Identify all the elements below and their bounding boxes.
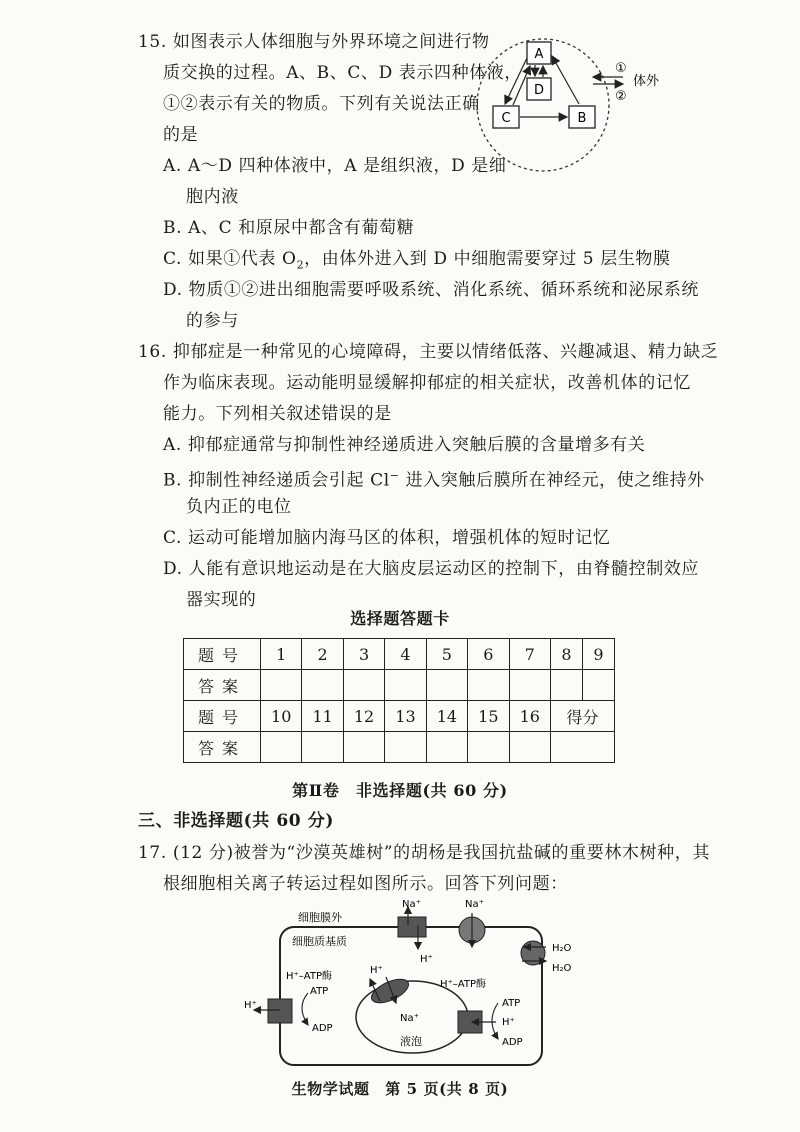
answer-cell-2[interactable] — [302, 670, 343, 701]
answer-card-table — [183, 638, 615, 763]
score-cell[interactable] — [550, 732, 614, 763]
q16-option-a: A. 抑郁症通常与抑制性神经递质进入突触后膜的含量增多有关 — [163, 435, 646, 455]
answer-cell-4[interactable] — [385, 670, 426, 701]
q17-stem-line-2: 根细胞相关离子转运过程如图所示。回答下列问题： — [163, 874, 568, 894]
cell-number: 1 — [261, 639, 302, 670]
label-h2o-1: H₂O — [552, 943, 572, 954]
label-a: A — [534, 47, 544, 62]
label-answer: 答案 — [184, 670, 261, 701]
q15-stem-line-3: ①②表示有关的物质。下列有关说法正确 — [163, 94, 480, 114]
q16-option-d-cont: 器实现的 — [186, 590, 257, 610]
q15-option-d-cont: 的参与 — [186, 311, 239, 331]
q15-stem-line-4: 的是 — [163, 125, 199, 145]
cell-number: 16 — [509, 701, 550, 732]
label-c: C — [501, 111, 511, 126]
cell-number: 12 — [343, 701, 384, 732]
label-question-number: 题号 — [184, 639, 261, 670]
answer-cell-5[interactable] — [426, 670, 467, 701]
q15-stem-line-1: 15. 如图表示人体细胞与外界环境之间进行物 — [138, 32, 490, 52]
vacuole-na-antiporter — [368, 974, 412, 1007]
label-substance-2: ② — [615, 89, 627, 104]
cell-number: 6 — [468, 639, 509, 670]
answer-cell-6[interactable] — [468, 670, 509, 701]
label-question-number: 题号 — [184, 701, 261, 732]
label-b: B — [577, 111, 587, 126]
page-footer: 生物学试题 第 5 页(共 8 页) — [291, 1080, 509, 1098]
answer-cell-13[interactable] — [385, 732, 426, 763]
table-row — [184, 670, 615, 701]
label-h-left: H⁺ — [244, 1000, 257, 1011]
cell-number: 7 — [509, 639, 550, 670]
q16-stem-line-2: 作为临床表现。运动能明显缓解抑郁症的相关症状，改善机体的记忆 — [163, 373, 691, 393]
cell-number: 14 — [426, 701, 467, 732]
label-adp-vacuole: ADP — [502, 1037, 523, 1048]
label-outside-membrane: 细胞膜外 — [298, 911, 342, 924]
label-d: D — [533, 83, 545, 98]
q16-option-b: B. 抑制性神经递质会引起 Cl− 进入突触后膜所在神经元，使之维持外 — [163, 469, 705, 491]
label-answer: 答案 — [184, 732, 261, 763]
score-label: 得分 — [550, 701, 614, 732]
cell-number: 11 — [302, 701, 343, 732]
q15-option-c: C. 如果①代表 $O_2$，由体外进入到 D 中细胞需要穿过 5 层生物膜 — [163, 249, 671, 272]
cell-number: 5 — [426, 639, 467, 670]
answer-cell-7[interactable] — [509, 670, 550, 701]
cell-number: 3 — [343, 639, 384, 670]
label-outside: 体外 — [633, 74, 660, 89]
q15-option-b: B. A、C 和原尿中都含有葡萄糖 — [163, 218, 415, 238]
label-h-atpase-vacuole: H⁺–ATP酶 — [440, 979, 487, 990]
answer-cell-10[interactable] — [261, 732, 302, 763]
answer-cell-12[interactable] — [343, 732, 384, 763]
label-h2o-2: H₂O — [552, 963, 572, 974]
h-atpase-membrane — [268, 999, 292, 1023]
q16-stem-line-1: 16. 抑郁症是一种常见的心境障碍，主要以情绪低落、兴趣减退、精力缺乏 — [138, 342, 719, 362]
answer-cell-15[interactable] — [468, 732, 509, 763]
cell-number: 10 — [261, 701, 302, 732]
answer-cell-8[interactable] — [550, 670, 582, 701]
q15-option-a: A. A～D 四种体液中，A 是组织液，D 是细 — [163, 156, 507, 176]
answer-cell-3[interactable] — [343, 670, 384, 701]
label-atp-left: ATP — [310, 986, 329, 997]
q15-option-a-cont: 胞内液 — [186, 187, 239, 207]
label-cytoplasm: 细胞质基质 — [292, 935, 347, 948]
q16-stem-line-3: 能力。下列相关叙述错误的是 — [163, 404, 392, 424]
label-na-vacuole: Na⁺ — [400, 1013, 419, 1024]
label-h-vacuole: H⁺ — [370, 965, 383, 976]
label-substance-1: ① — [615, 61, 627, 76]
label-h-top: H⁺ — [420, 954, 433, 965]
table-row — [184, 639, 615, 670]
label-na-channel: Na⁺ — [465, 899, 484, 910]
q16-option-b-cont: 负内正的电位 — [186, 497, 292, 517]
cell-number: 4 — [385, 639, 426, 670]
label-h-atpase-left: H⁺–ATP酶 — [286, 971, 333, 982]
q16-option-d: D. 人能有意识地运动是在大脑皮层运动区的控制下，由脊髓控制效应 — [163, 559, 700, 579]
label-h-vacuole-right: H⁺ — [502, 1017, 515, 1028]
q17-stem-line-1: 17. (12 分)被誉为“沙漠英雄树”的胡杨是我国抗盐碱的重要林木树种，其 — [138, 843, 710, 863]
answer-cell-1[interactable] — [261, 670, 302, 701]
cell-number: 15 — [468, 701, 509, 732]
cell-number: 8 — [550, 639, 582, 670]
answer-cell-16[interactable] — [509, 732, 550, 763]
answer-cell-9[interactable] — [582, 670, 614, 701]
cell-number: 9 — [582, 639, 614, 670]
answer-card-title: 选择题答题卡 — [350, 609, 450, 628]
table-row — [184, 732, 615, 763]
na-antiporter-top — [398, 917, 426, 937]
body-fluid-diagram — [475, 28, 675, 183]
ion-transport-diagram — [240, 895, 590, 1070]
label-na-top: Na⁺ — [402, 899, 421, 910]
cell-number: 13 — [385, 701, 426, 732]
cell-number: 2 — [302, 639, 343, 670]
answer-cell-11[interactable] — [302, 732, 343, 763]
q16-option-c: C. 运动可能增加脑内海马区的体积，增强机体的短时记忆 — [163, 528, 611, 548]
part2-title: 第Ⅱ卷 非选择题(共 60 分) — [292, 781, 508, 800]
table-row — [184, 701, 615, 732]
label-atp-vacuole: ATP — [502, 998, 521, 1009]
q15-stem-line-2: 质交换的过程。A、B、C、D 表示四种体液， — [163, 63, 523, 83]
label-vacuole: 液泡 — [400, 1035, 422, 1048]
q15-option-d: D. 物质①②进出细胞需要呼吸系统、消化系统、循环系统和泌尿系统 — [163, 280, 700, 300]
answer-cell-14[interactable] — [426, 732, 467, 763]
section3-heading: 三、非选择题(共 60 分) — [138, 811, 334, 831]
label-adp-left: ADP — [312, 1023, 333, 1034]
